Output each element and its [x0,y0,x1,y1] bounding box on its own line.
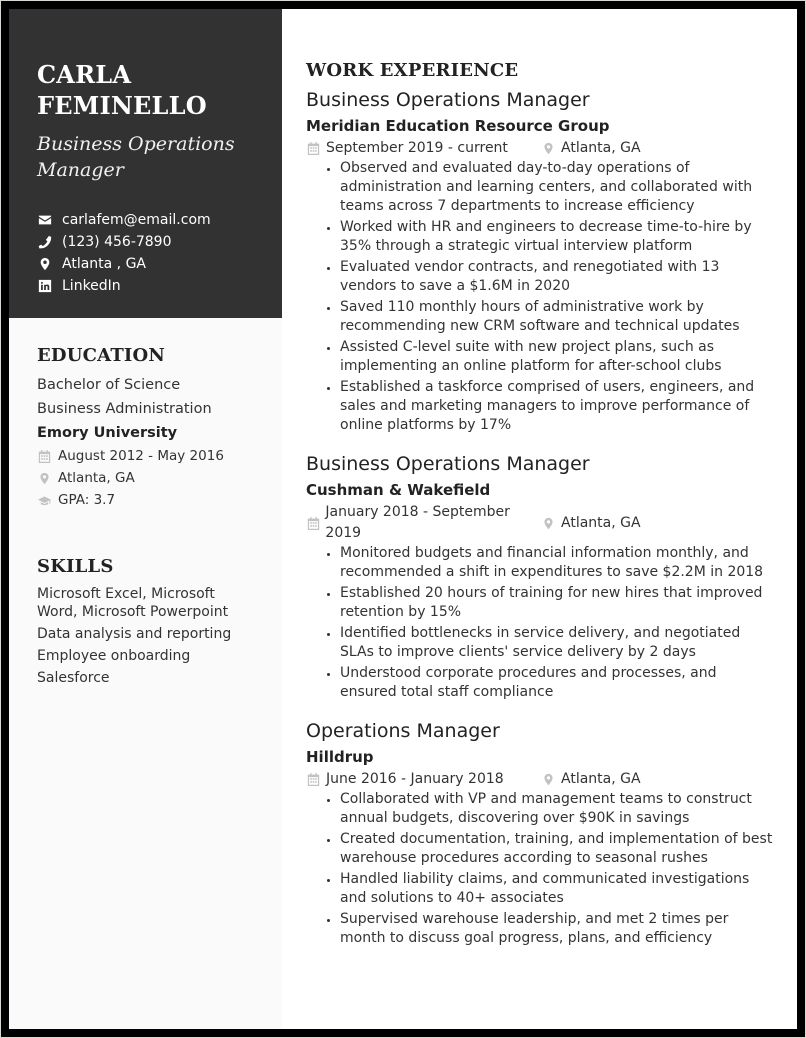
contact-phone[interactable] [37,231,211,253]
title-line-2: Manager [37,159,124,181]
education-field: Business Administration [37,401,212,417]
education-location [37,467,272,489]
contact-linkedin[interactable] [37,275,211,297]
education-gpa-text: GPA: 3.7 [58,492,116,508]
education-dates [37,445,272,467]
job-meta [306,769,776,790]
education-dates-text: August 2012 - May 2016 [58,448,224,464]
sidebar [9,9,282,1029]
work-experience-section [306,59,776,964]
map-marker-icon [541,772,556,787]
bullet-item: Worked with HR and engineers to decrease time-to-hire by 35% through a strategic virtual interview platform [324,218,776,256]
name-last: FEMINELLO [37,91,207,120]
job-company: Cushman & Wakefield [306,481,491,499]
education-section [37,344,272,511]
bullet-item: Monitored budgets and financial information monthly, and recommended a shift in expenditures to save $2.2M in 2018 [324,544,776,582]
linkedin-text: LinkedIn [62,278,121,294]
job-dates-text: January 2018 - September 2019 [325,504,510,541]
map-marker-icon [541,141,556,156]
skill-item: Microsoft Excel, Microsoft Word, Microsoft Powerpoint [37,586,229,620]
bullet-item: Observed and evaluated day-to-day operations of administration and learning centers, and collaborated with teams across 7 departments to increase efficiency [324,159,776,216]
header-box [9,9,282,318]
education-gpa [37,489,272,511]
phone-text: (123) 456-7890 [62,234,172,250]
bullet-item: Evaluated vendor contracts, and renegotiated with 13 vendors to save a $1.6M in 2020 [324,258,776,296]
contact-list [37,209,211,297]
calendar-icon [306,772,321,787]
job-location [541,769,641,790]
job-location [541,138,641,159]
bullet-item: Saved 110 monthly hours of administrative work by recommending new CRM software and technical updates [324,298,776,336]
education-heading: EDUCATION [37,345,166,366]
job-entry [306,87,776,435]
job-location-text: Atlanta, GA [561,771,641,787]
map-marker-icon [37,256,53,272]
job-location-text: Atlanta, GA [561,140,641,156]
work-experience-heading: WORK EXPERIENCE [306,60,519,81]
job-entry [306,451,776,702]
page-frame [1,1,805,1037]
skill-item: Data analysis and reporting [37,626,232,642]
job-meta [306,138,776,159]
job-title: Business Operations Manager [306,89,590,111]
location-text: Atlanta , GA [62,256,147,272]
skills-section [37,555,272,691]
job-meta [306,502,776,544]
job-company: Meridian Education Resource Group [306,117,610,135]
contact-email[interactable] [37,209,211,231]
job-bullets [324,159,776,435]
bullet-item: Collaborated with VP and management teams to construct annual budgets, discovering over $90K in savings [324,790,776,828]
bullet-item: Identified bottlenecks in service delivery, and negotiated SLAs to improve clients' service delivery by 2 days [324,624,776,662]
envelope-icon [37,212,53,228]
job-bullets [324,544,776,702]
skills-heading: SKILLS [37,556,114,577]
bullet-item: Assisted C-level suite with new project plans, such as implementing an online platform for after-school clubs [324,338,776,376]
bullet-item: Supervised warehouse leadership, and met 2 times per month to discuss goal progress, plans, and efficiency [324,910,776,948]
job-location [541,513,641,534]
map-marker-icon [541,516,556,531]
skill-item: Salesforce [37,670,110,686]
job-dates [306,138,541,159]
job-company: Hilldrup [306,748,374,766]
skill-item: Employee onboarding [37,648,191,664]
job-dates [306,769,541,790]
job-entry [306,718,776,948]
job-bullets [324,790,776,948]
bullet-item: Created documentation, training, and implementation of best warehouse procedures according to seasonal rushes [324,830,776,868]
bullet-item: Established a taskforce comprised of users, engineers, and sales and marketing managers to improve performance of online platforms by 17% [324,378,776,435]
candidate-title [37,131,267,183]
bullet-item: Handled liability claims, and communicated investigations and solutions to 40+ associates [324,870,776,908]
phone-icon [37,234,53,250]
name-first: CARLA [37,60,132,89]
education-degree: Bachelor of Science [37,377,181,393]
calendar-icon [306,516,320,531]
education-school: Emory University [37,425,178,441]
job-title: Business Operations Manager [306,453,590,475]
bullet-item: Understood corporate procedures and processes, and ensured total staff compliance [324,664,776,702]
job-dates-text: September 2019 - current [326,140,508,156]
job-location-text: Atlanta, GA [561,514,641,531]
candidate-name [37,59,267,121]
map-marker-icon [37,471,52,486]
bullet-item: Established 20 hours of training for new hires that improved retention by 15% [324,584,776,622]
education-location-text: Atlanta, GA [58,470,135,486]
email-text: carlafem@email.com [62,212,211,228]
resume-page [9,9,797,1029]
linkedin-icon [37,278,53,294]
job-dates-text: June 2016 - January 2018 [326,771,504,787]
contact-location [37,253,211,275]
job-dates [306,502,541,544]
calendar-icon [37,449,52,464]
graduation-cap-icon [37,493,52,508]
job-title: Operations Manager [306,720,500,742]
title-line-1: Business Operations [37,133,235,155]
calendar-icon [306,141,321,156]
